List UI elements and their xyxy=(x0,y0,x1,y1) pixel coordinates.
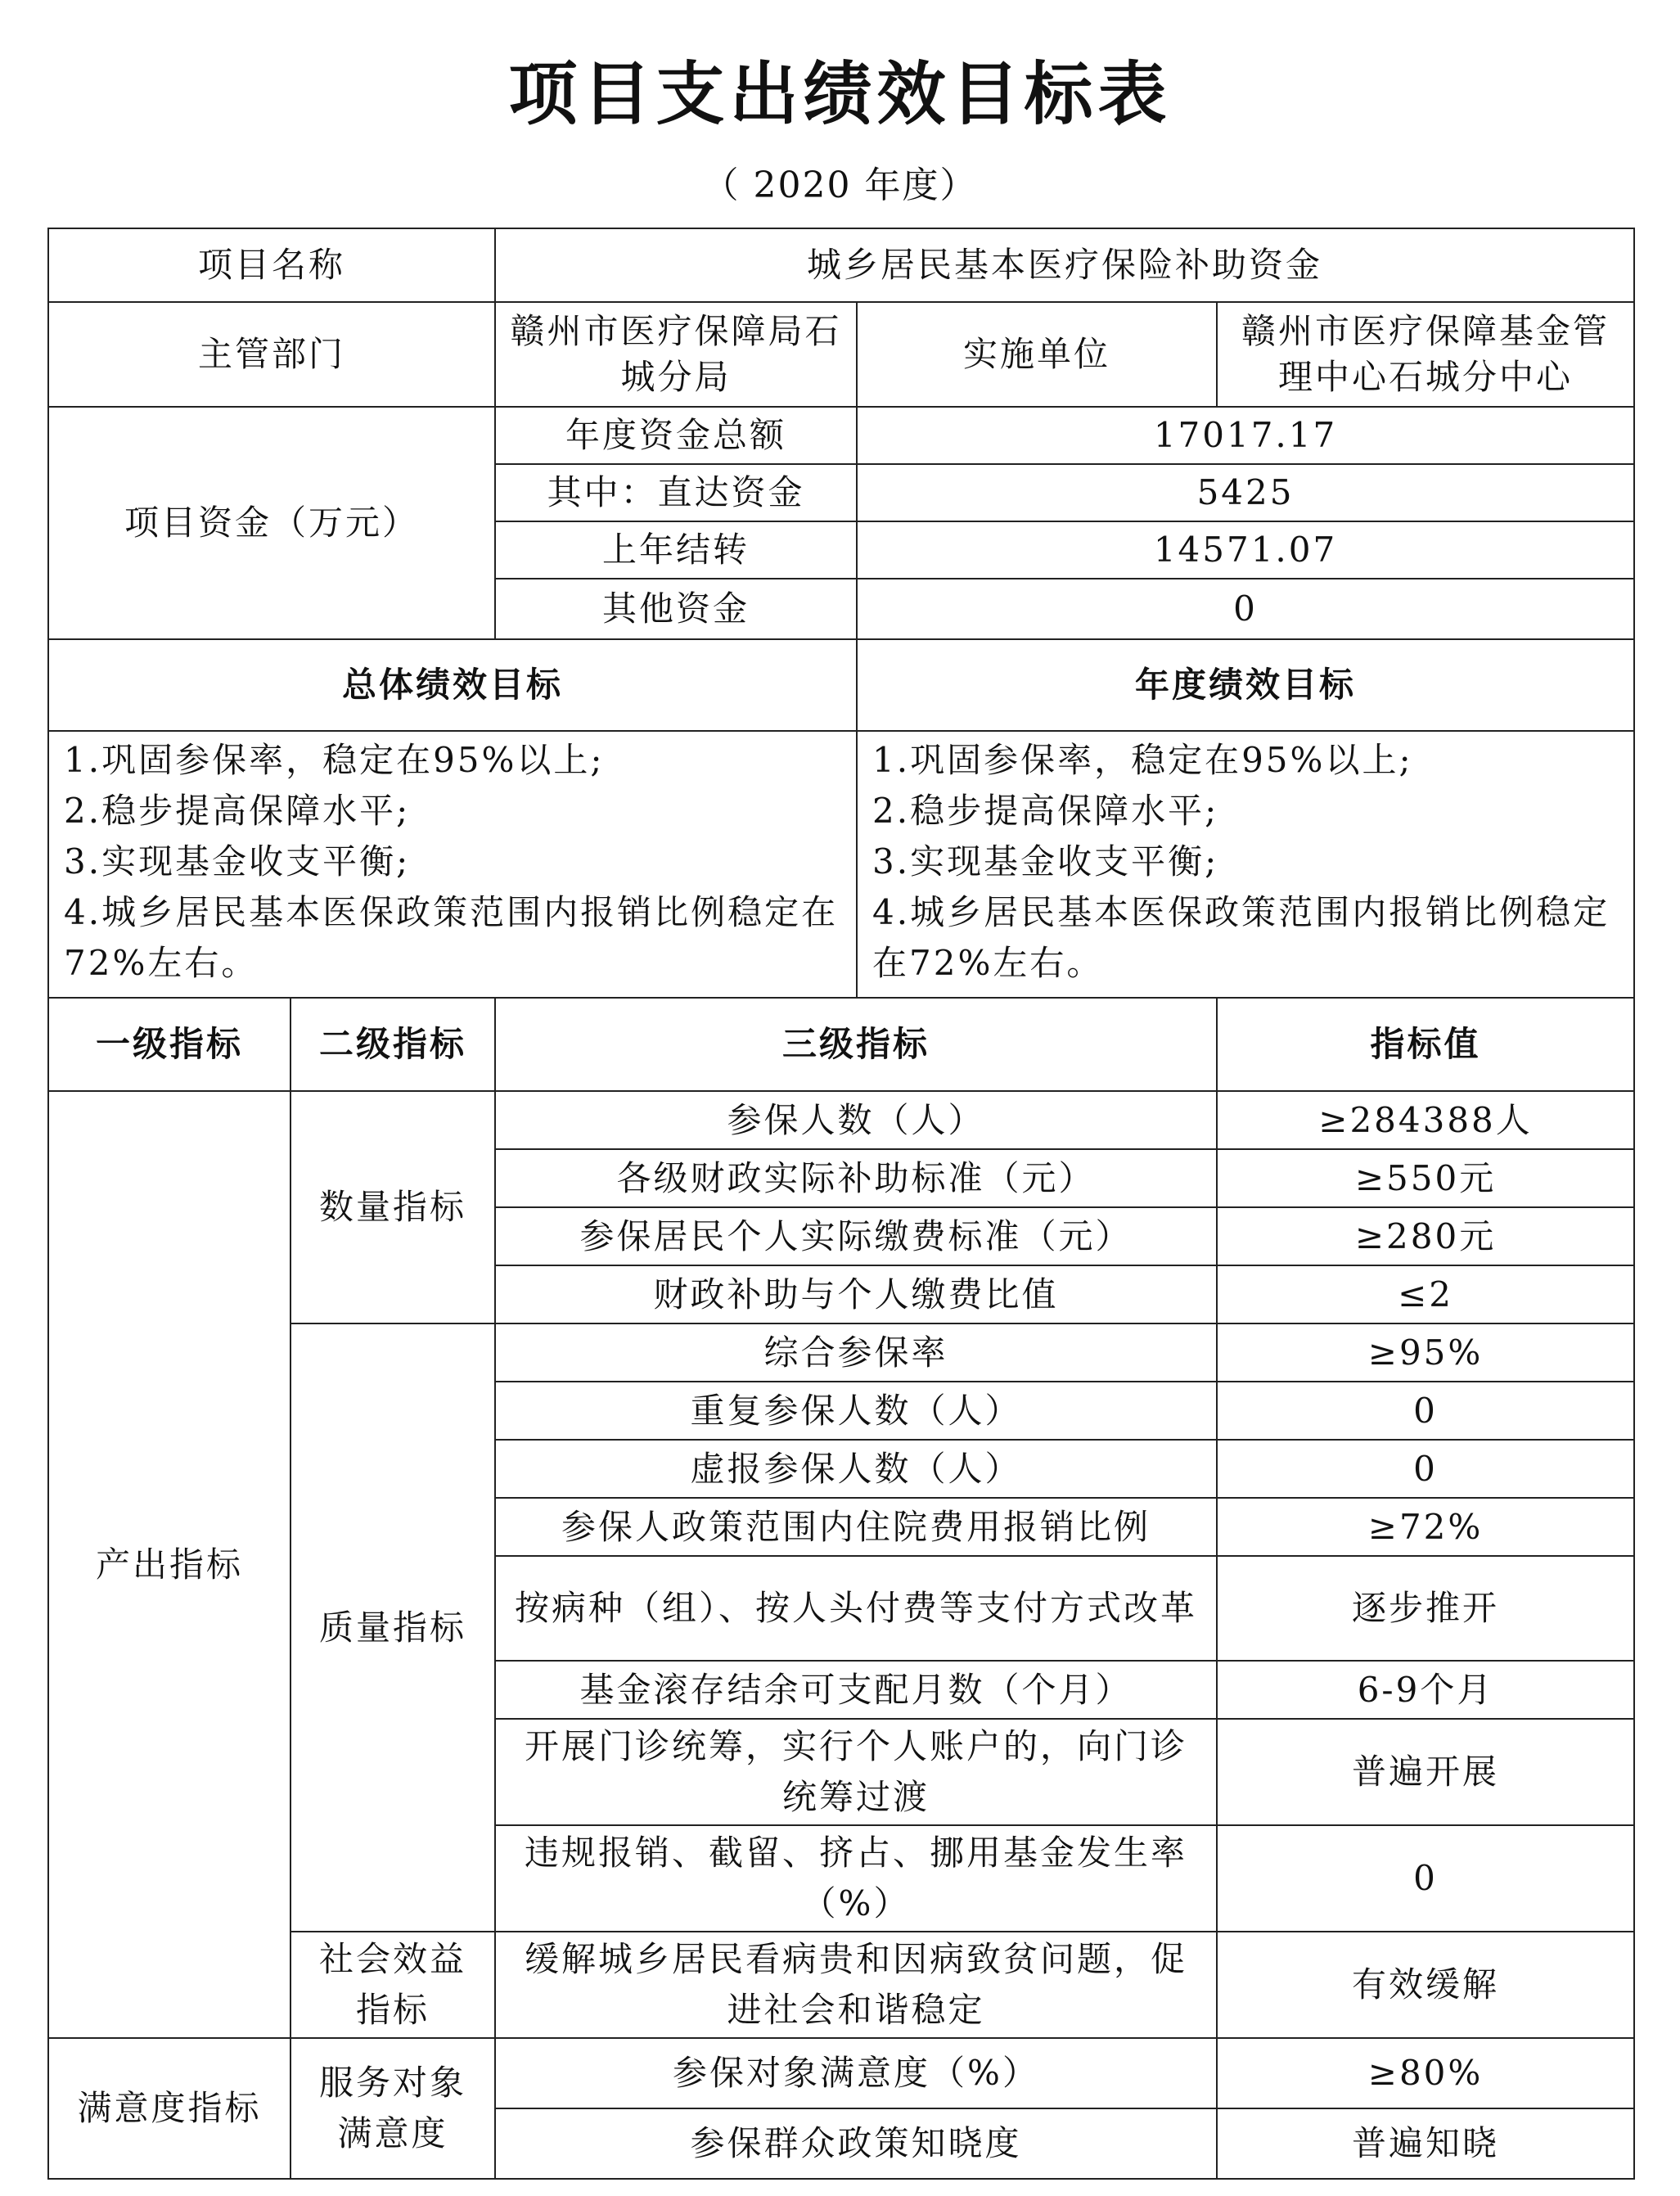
indicator-value: ≥550元 xyxy=(1217,1149,1634,1207)
indicator-value: ≥80% xyxy=(1217,2038,1634,2108)
indicator-value: ≥284388人 xyxy=(1217,1091,1634,1149)
indicator-name: 综合参保率 xyxy=(495,1323,1217,1382)
social-indicator-label: 社会效益指标 xyxy=(291,1932,495,2038)
indicator-name: 基金滚存结余可支配月数（个月） xyxy=(495,1661,1217,1719)
annual-goal-content xyxy=(857,731,1634,998)
quality-indicator-label: 质量指标 xyxy=(291,1323,495,1932)
indicator-name: 违规报销、截留、挤占、挪用基金发生率（%） xyxy=(495,1825,1217,1932)
indicator-value: 逐步推开 xyxy=(1217,1556,1634,1661)
level2-header: 二级指标 xyxy=(291,998,495,1091)
satisfaction-indicator-label: 满意度指标 xyxy=(48,2038,291,2179)
indicator-name: 开展门诊统筹，实行个人账户的，向门诊统筹过渡 xyxy=(495,1719,1217,1825)
implementing-unit-value: 赣州市医疗保障基金管理中心石城分中心 xyxy=(1217,302,1634,407)
project-name-value: 城乡居民基本医疗保险补助资金 xyxy=(495,228,1634,302)
funds-row-value: 0 xyxy=(857,579,1634,639)
funds-row-label: 年度资金总额 xyxy=(495,407,857,464)
indicator-value: ≤2 xyxy=(1217,1265,1634,1323)
indicator-value: 普遍开展 xyxy=(1217,1719,1634,1825)
funds-row-value: 14571.07 xyxy=(857,521,1634,579)
indicator-value: 普遍知晓 xyxy=(1217,2108,1634,2179)
implementing-unit-label: 实施单位 xyxy=(857,302,1217,407)
department-value: 赣州市医疗保障局石城分局 xyxy=(495,302,857,407)
goal-line: 4.城乡居民基本医保政策范围内报销比例稳定在72%左右。 xyxy=(64,892,839,983)
indicator-name: 参保人数（人） xyxy=(495,1091,1217,1149)
department-label: 主管部门 xyxy=(48,302,495,407)
goal-line: 1.巩固参保率，稳定在95%以上; xyxy=(872,740,1413,780)
goal-line: 2.稳步提高保障水平; xyxy=(64,791,411,831)
funds-row-value: 17017.17 xyxy=(857,407,1634,464)
indicator-name: 缓解城乡居民看病贵和因病致贫问题，促进社会和谐稳定 xyxy=(495,1932,1217,2038)
goal-line: 1.巩固参保率，稳定在95%以上; xyxy=(64,740,605,780)
funds-row-value: 5425 xyxy=(857,464,1634,521)
value-header: 指标值 xyxy=(1217,998,1634,1091)
project-name-label: 项目名称 xyxy=(48,228,495,302)
goal-line: 4.城乡居民基本医保政策范围内报销比例稳定在72%左右。 xyxy=(872,892,1610,983)
quantity-indicator-label: 数量指标 xyxy=(291,1091,495,1323)
indicator-value: ≥95% xyxy=(1217,1323,1634,1382)
funds-label: 项目资金（万元） xyxy=(48,407,495,639)
funds-row-label: 上年结转 xyxy=(495,521,857,579)
overall-goal-content xyxy=(48,731,857,998)
goal-line: 2.稳步提高保障水平; xyxy=(872,791,1219,831)
annual-goal-header: 年度绩效目标 xyxy=(857,639,1634,731)
indicator-name: 虚报参保人数（人） xyxy=(495,1440,1217,1498)
output-indicator-label: 产出指标 xyxy=(48,1091,291,2038)
service-satisfaction-label: 服务对象满意度 xyxy=(291,2038,495,2179)
funds-row-label: 其中：直达资金 xyxy=(495,464,857,521)
indicator-name: 按病种（组）、按人头付费等支付方式改革 xyxy=(495,1556,1217,1661)
indicator-name: 参保对象满意度（%） xyxy=(495,2038,1217,2108)
performance-table xyxy=(47,228,1635,2180)
page-title: 项目支出绩效目标表 xyxy=(508,53,1172,134)
indicator-value: 0 xyxy=(1217,1382,1634,1440)
indicator-name: 重复参保人数（人） xyxy=(495,1382,1217,1440)
indicator-value: 0 xyxy=(1217,1440,1634,1498)
indicator-name: 财政补助与个人缴费比值 xyxy=(495,1265,1217,1323)
indicator-name: 参保群众政策知晓度 xyxy=(495,2108,1217,2179)
indicator-name: 参保居民个人实际缴费标准（元） xyxy=(495,1207,1217,1265)
indicator-value: ≥280元 xyxy=(1217,1207,1634,1265)
level3-header: 三级指标 xyxy=(495,998,1217,1091)
indicator-name: 参保人政策范围内住院费用报销比例 xyxy=(495,1498,1217,1556)
goal-line: 3.实现基金收支平衡; xyxy=(872,841,1219,882)
page-subtitle: （ 2020 年度） xyxy=(702,165,978,206)
indicator-name: 各级财政实际补助标准（元） xyxy=(495,1149,1217,1207)
funds-row-label: 其他资金 xyxy=(495,579,857,639)
indicator-value: 6-9个月 xyxy=(1217,1661,1634,1719)
overall-goal-header: 总体绩效目标 xyxy=(48,639,857,731)
level1-header: 一级指标 xyxy=(48,998,291,1091)
indicator-value: 有效缓解 xyxy=(1217,1932,1634,2038)
indicator-value: 0 xyxy=(1217,1825,1634,1932)
indicator-value: ≥72% xyxy=(1217,1498,1634,1556)
goal-line: 3.实现基金收支平衡; xyxy=(64,841,411,882)
